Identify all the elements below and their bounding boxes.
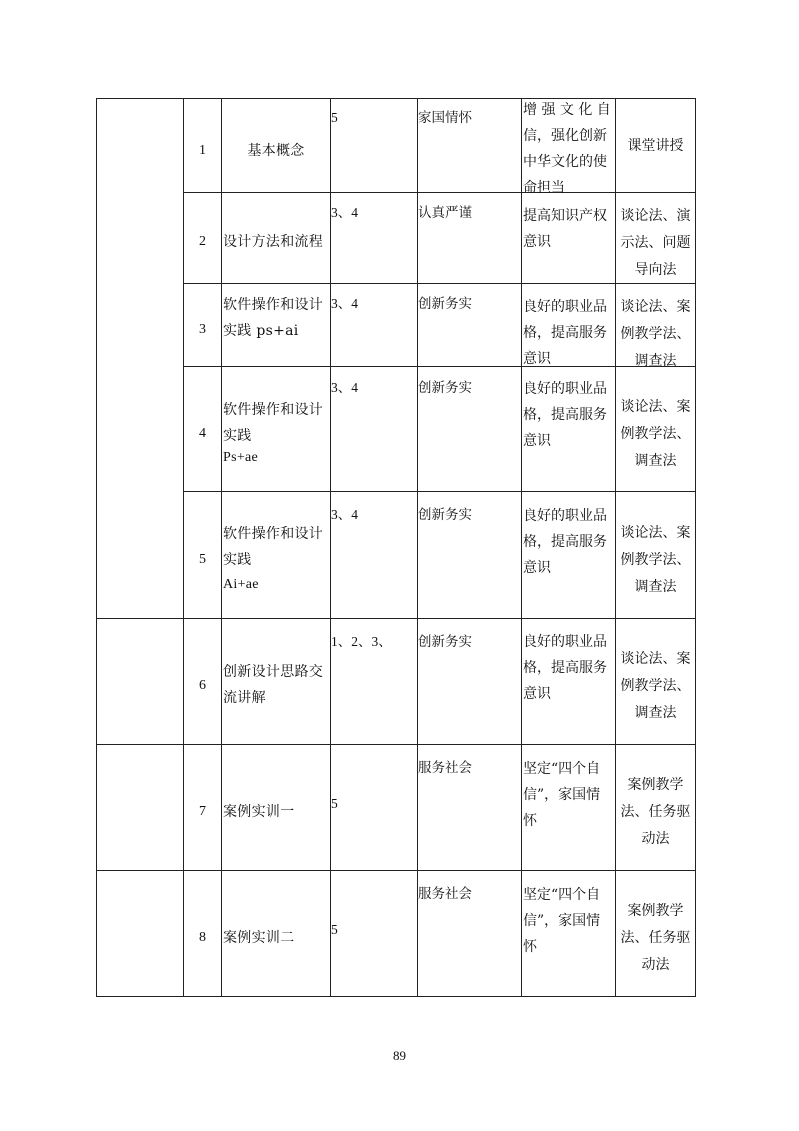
topic-cell [223, 521, 331, 597]
table-bottom-border [96, 996, 695, 997]
goal-line: 信”，家国情 [523, 787, 601, 803]
method-line: 调查法 [634, 579, 677, 595]
method-line: 例教学法、 [620, 426, 691, 442]
method-line: 示法、问题 [620, 235, 691, 251]
goal-line: 增 强 文 化 自 [523, 102, 611, 118]
row-number: 5 [199, 552, 206, 567]
method-line: 动法 [641, 831, 670, 847]
goal-line: 良好的职业品 [523, 634, 607, 650]
row-number: 3 [199, 322, 206, 337]
topic-cell: 案例实训一 [223, 804, 295, 820]
goal-line: 怀 [523, 813, 537, 829]
goal-line: 格，提高服务 [523, 660, 607, 676]
method-line: 动法 [641, 957, 670, 973]
method-line: 案例教学 [627, 903, 684, 919]
column-border [695, 98, 696, 997]
goal-line: 意识 [523, 234, 551, 250]
topic-line: 软件操作和设计 [223, 402, 324, 418]
hours-cell: 1、2、3、 [331, 634, 392, 649]
topic-line: 实践 [223, 428, 252, 444]
topic-line: 实践 ps+ai [223, 323, 299, 339]
goal-cell [523, 97, 615, 201]
row-number: 8 [199, 930, 206, 945]
goal-cell [523, 503, 615, 581]
goal-cell [523, 203, 615, 255]
topic-extra: Ps+ae [223, 450, 259, 465]
row-number: 7 [199, 804, 206, 819]
value-cell: 创新务实 [418, 380, 472, 396]
hours-cell: 3、4 [331, 296, 358, 311]
method-line: 案例教学 [627, 777, 684, 793]
method-line: 谈论法、案 [620, 525, 691, 541]
method-cell [616, 394, 695, 475]
goal-line: 意识 [523, 560, 551, 576]
goal-cell [523, 294, 615, 372]
method-cell [616, 133, 695, 160]
method-line: 谈论法、案 [620, 651, 691, 667]
goal-cell [523, 629, 615, 707]
hours-cell: 3、4 [331, 507, 358, 522]
method-cell [616, 772, 695, 853]
method-line: 调查法 [634, 353, 677, 369]
row-number: 4 [199, 426, 206, 441]
hours-cell: 3、4 [331, 380, 358, 395]
topic-cell [223, 292, 331, 344]
goal-line: 信”，家国情 [523, 913, 601, 929]
value-cell: 认真严谨 [418, 205, 472, 221]
column-border [417, 98, 418, 997]
row-number: 1 [199, 143, 206, 158]
goal-line: 格，提高服务 [523, 407, 607, 423]
topic-cell [223, 659, 331, 711]
value-cell: 服务社会 [418, 760, 472, 776]
topic-line: 创新设计思路交 [223, 664, 324, 680]
topic-line: 软件操作和设计 [223, 297, 324, 313]
topic-cell: 基本概念 [247, 143, 305, 159]
topic-cell: 设计方法和流程 [223, 234, 324, 250]
method-cell [616, 520, 695, 601]
column-border [96, 98, 97, 997]
method-line: 例教学法、 [620, 326, 691, 342]
method-line: 导向法 [634, 262, 677, 278]
goal-line: 坚定“四个自 [523, 761, 601, 777]
row-divider [96, 870, 695, 871]
topic-extra: Ai+ae [223, 577, 259, 592]
method-line: 谈论法、演 [620, 208, 691, 224]
goal-line: 意识 [523, 686, 551, 702]
row-number: 2 [199, 234, 206, 249]
column-border [221, 98, 222, 997]
topic-cell [223, 397, 331, 467]
goal-cell [523, 376, 615, 454]
value-cell: 服务社会 [418, 886, 472, 902]
topic-line: 流讲解 [223, 690, 266, 706]
goal-line: 意识 [523, 433, 551, 449]
value-cell: 创新务实 [418, 634, 472, 650]
hours-cell: 3、4 [331, 205, 358, 220]
method-line: 例教学法、 [620, 552, 691, 568]
goal-line: 命担当 [523, 180, 565, 196]
value-cell: 创新务实 [418, 296, 472, 312]
row-divider [96, 744, 695, 745]
method-line: 法、任务驱 [620, 930, 691, 946]
method-line: 调查法 [634, 705, 677, 721]
method-line: 谈论法、案 [620, 399, 691, 415]
goal-cell [523, 756, 615, 834]
method-line: 课堂讲授 [627, 138, 684, 154]
value-cell: 创新务实 [418, 507, 472, 523]
row-divider [183, 491, 695, 492]
hours-cell: 5 [331, 796, 338, 811]
topic-line: 软件操作和设计 [223, 526, 324, 542]
column-border [521, 98, 522, 997]
goal-line: 信，强化创新 [523, 128, 607, 144]
page-number: 89 [393, 1048, 406, 1063]
goal-line: 良好的职业品 [523, 508, 607, 524]
hours-cell: 5 [331, 110, 338, 125]
method-cell [616, 294, 695, 375]
method-cell [616, 898, 695, 979]
topic-cell: 案例实训二 [223, 930, 295, 946]
value-cell: 家国情怀 [418, 110, 472, 126]
goal-line: 中华文化的使 [523, 154, 607, 170]
method-line: 例教学法、 [620, 678, 691, 694]
goal-line: 格，提高服务 [523, 534, 607, 550]
topic-line: 实践 [223, 552, 252, 568]
method-line: 调查法 [634, 453, 677, 469]
row-number: 6 [199, 678, 206, 693]
method-cell [616, 203, 695, 284]
method-line: 法、任务驱 [620, 804, 691, 820]
row-divider [96, 618, 695, 619]
goal-line: 提高知识产权 [523, 208, 607, 224]
goal-line: 怀 [523, 939, 537, 955]
goal-cell [523, 882, 615, 960]
method-cell [616, 646, 695, 727]
row-divider [183, 192, 695, 193]
method-line: 谈论法、案 [620, 299, 691, 315]
goal-line: 良好的职业品 [523, 381, 607, 397]
goal-line: 坚定“四个自 [523, 887, 601, 903]
goal-line: 良好的职业品 [523, 299, 607, 315]
goal-line: 意识 [523, 351, 551, 367]
hours-cell: 5 [331, 922, 338, 937]
goal-line: 格，提高服务 [523, 325, 607, 341]
